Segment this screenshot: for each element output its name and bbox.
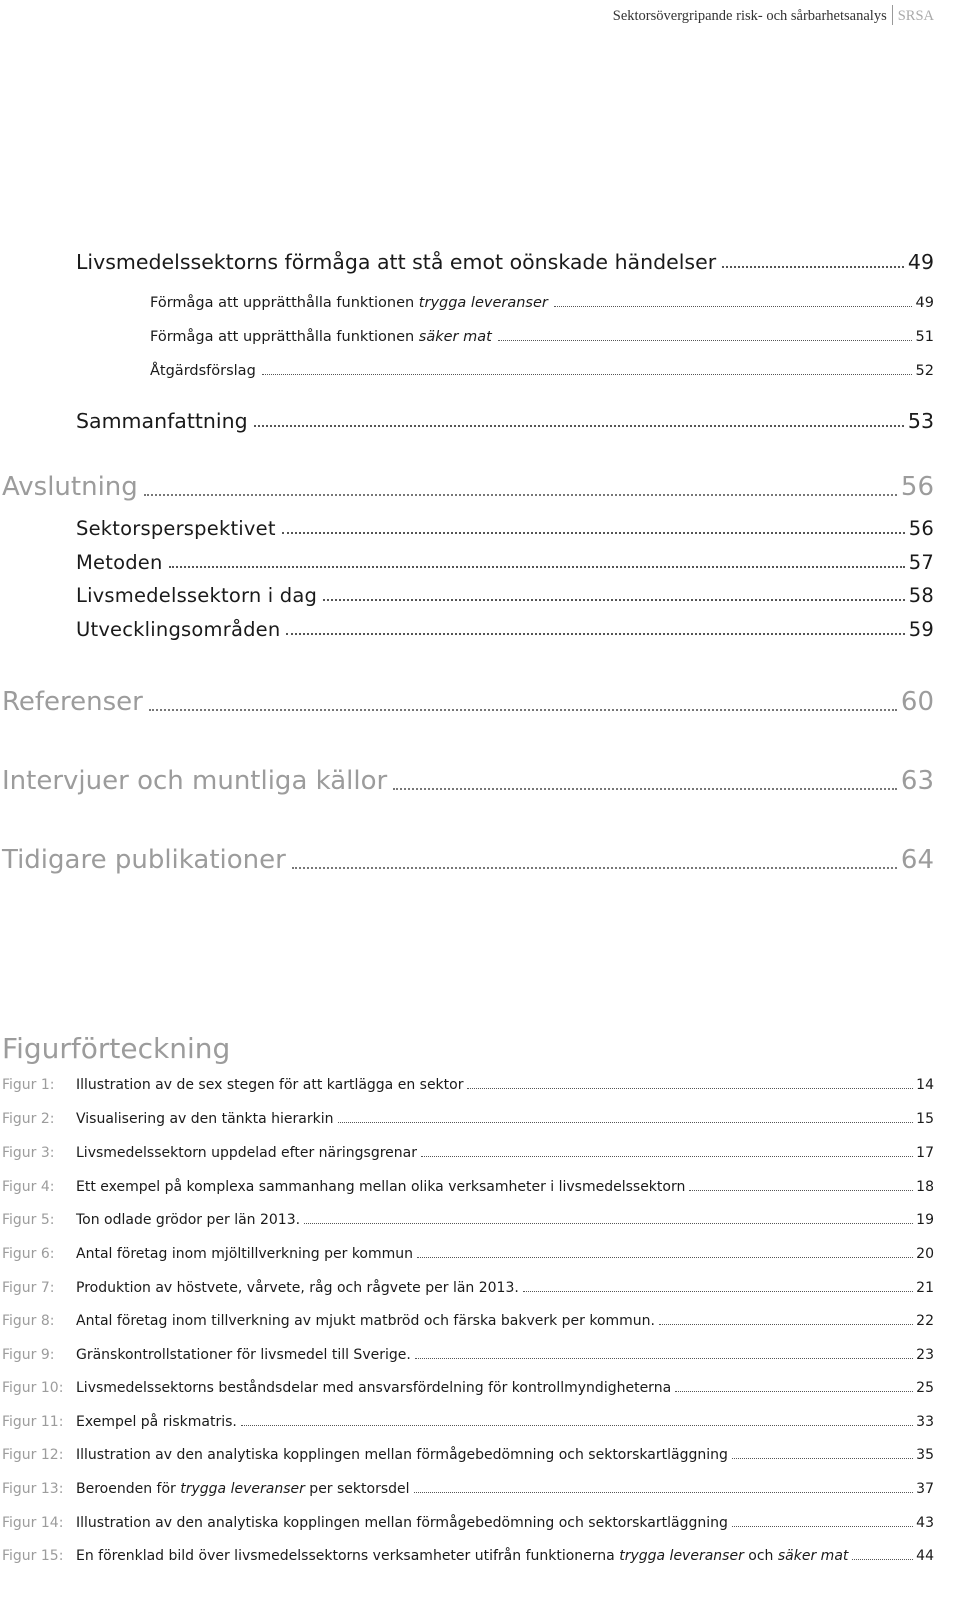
figure-entry[interactable] [2,1077,934,1093]
dot-leader [554,306,912,307]
toc-chapter-page: 64 [900,845,934,875]
figure-title: Illustration av den analytiska kopplingen mellan förmågebedömning och sektorskartläggning [76,1447,728,1463]
toc-entry-title: Metoden [76,551,163,574]
figure-title: En förenklad bild över livsmedelssektorns verksamheter utifrån funktionerna trygga leveranser och säker mat [76,1548,849,1564]
figure-page: 14 [916,1077,934,1093]
toc-entry-page: 57 [908,551,934,574]
figure-page: 37 [916,1481,934,1497]
figure-entry[interactable] [2,1280,934,1296]
toc-entry[interactable] [76,517,934,540]
toc-chapter[interactable] [2,687,934,717]
dot-leader [241,1425,913,1426]
figure-title: Ton odlade grödor per län 2013. [76,1212,301,1228]
dot-leader [254,425,904,427]
figure-number: Figur 6: [2,1246,55,1262]
figure-title: Antal företag inom tillverkning av mjukt matbröd och färska bakverk per kommun. [76,1313,656,1329]
figure-number: Figur 7: [2,1280,55,1296]
dot-leader [659,1324,913,1325]
toc-entry[interactable] [76,618,934,641]
dot-leader [421,1156,913,1157]
dot-leader [852,1559,913,1560]
toc-chapter-title: Tidigare publikationer [2,845,286,875]
dot-leader [732,1526,913,1527]
figure-title: Produktion av höstvete, vårvete, råg och rågvete per län 2013. [76,1280,519,1296]
dot-leader [675,1391,913,1392]
figure-number: Figur 14: [2,1515,64,1531]
header-abbr: SRSA [897,8,934,24]
toc-entry-title: Utvecklingsområden [76,618,281,641]
dot-leader [393,788,897,790]
figure-title: Exempel på riskmatris. [76,1414,237,1430]
figure-entry[interactable] [2,1481,934,1497]
figure-number: Figur 3: [2,1145,55,1161]
figure-entry[interactable] [2,1145,934,1161]
dot-leader [292,867,897,869]
dot-leader [689,1190,913,1191]
figures-heading: Figurförteckning [2,1032,231,1065]
figure-number: Figur 12: [2,1447,64,1463]
toc-chapter[interactable] [2,472,934,502]
figure-entry[interactable] [2,1179,934,1195]
toc-entry-page: 59 [908,618,934,641]
figure-number: Figur 9: [2,1347,55,1363]
dot-leader [417,1257,913,1258]
toc-entry-page: 52 [915,363,934,379]
figure-title: Illustration av de sex stegen för att kartlägga en sektor [76,1077,464,1093]
figure-entry[interactable] [2,1380,934,1396]
dot-leader [722,266,904,268]
toc-entry-page: 49 [915,295,934,311]
figure-title: Livsmedelssektorns beståndsdelar med ansvarsfördelning för kontrollmyndigheterna [76,1380,672,1396]
figure-page: 35 [916,1447,934,1463]
figure-page: 43 [916,1515,934,1531]
figure-title: Ett exempel på komplexa sammanhang mellan olika verksamheter i livsmedelssektorn [76,1179,686,1195]
figure-title: Livsmedelssektorn uppdelad efter näringsgrenar [76,1145,417,1161]
figure-entry[interactable] [2,1347,934,1363]
running-header [613,5,934,25]
toc-entry-title: Livsmedelssektorns förmåga att stå emot oönskade händelser [76,250,717,274]
figure-title: Visualisering av den tänkta hierarkin [76,1111,334,1127]
figure-entry[interactable] [2,1313,934,1329]
figure-title: Gränskontrollstationer för livsmedel till Sverige. [76,1347,411,1363]
toc-entry-page: 53 [907,409,934,433]
toc-entry-title: Sektorsperspektivet [76,517,276,540]
figure-page: 23 [916,1347,934,1363]
dot-leader [414,1492,914,1493]
figure-number: Figur 1: [2,1077,55,1093]
figure-number: Figur 8: [2,1313,55,1329]
figure-number: Figur 4: [2,1179,55,1195]
dot-leader [338,1122,914,1123]
figure-page: 25 [916,1380,934,1396]
dot-leader [732,1458,913,1459]
toc-chapter-title: Referenser [2,687,143,717]
dot-leader [498,340,912,341]
toc-chapter-title: Intervjuer och muntliga källor [2,766,388,796]
toc-entry[interactable] [76,409,934,433]
figure-entry[interactable] [2,1414,934,1430]
figure-title: Antal företag inom mjöltillverkning per kommun [76,1246,414,1262]
toc-chapter-page: 56 [900,472,934,502]
toc-entry[interactable] [76,584,934,607]
figure-number: Figur 5: [2,1212,55,1228]
figure-entry[interactable] [2,1246,934,1262]
figure-entry[interactable] [2,1111,934,1127]
toc-chapter-title: Avslutning [2,472,138,502]
toc-entry-page: 49 [907,250,934,274]
toc-entry-page: 56 [908,517,934,540]
figure-title: Illustration av den analytiska kopplingen mellan förmågebedömning och sektorskartläggning [76,1515,728,1531]
dot-leader [282,532,905,534]
dot-leader [415,1358,913,1359]
toc-entry[interactable] [150,363,934,379]
figure-entry[interactable] [2,1515,934,1531]
figure-title: Beroenden för trygga leveranser per sektorsdel [76,1481,410,1497]
figure-page: 19 [916,1212,934,1228]
toc-entry[interactable] [76,250,934,274]
figure-page: 22 [916,1313,934,1329]
toc-entry[interactable] [150,295,934,311]
figure-entry[interactable] [2,1548,934,1564]
figure-page: 44 [916,1548,934,1564]
toc-entry[interactable] [76,551,934,574]
dot-leader [323,599,905,601]
toc-entry-page: 51 [915,329,934,345]
dot-leader [169,566,905,568]
figure-entry[interactable] [2,1212,934,1228]
header-divider [892,5,893,25]
figure-page: 21 [916,1280,934,1296]
toc-entry[interactable] [150,329,934,345]
dot-leader [467,1088,913,1089]
dot-leader [286,633,904,635]
figure-entry[interactable] [2,1447,934,1463]
toc-chapter-page: 63 [900,766,934,796]
figure-page: 33 [916,1414,934,1430]
dot-leader [523,1291,913,1292]
dot-leader [144,494,897,496]
header-title: Sektorsövergripande risk- och sårbarhetsanalys [612,8,887,24]
figure-number: Figur 2: [2,1111,55,1127]
toc-entry-title: Åtgärdsförslag [150,363,256,379]
toc-entry-title: Förmåga att upprätthålla funktionen säker mat [150,329,492,345]
toc-entry-page: 58 [908,584,934,607]
figure-page: 20 [916,1246,934,1262]
toc-chapter[interactable] [2,845,934,875]
toc-chapter-page: 60 [900,687,934,717]
figure-number: Figur 11: [2,1414,64,1430]
figure-number: Figur 10: [2,1380,64,1396]
figure-number: Figur 13: [2,1481,64,1497]
toc-entry-title: Livsmedelssektorn i dag [76,584,318,607]
figure-page: 17 [916,1145,934,1161]
figure-page: 18 [916,1179,934,1195]
toc-entry-title: Sammanfattning [76,409,248,433]
toc-entry-title: Förmåga att upprätthålla funktionen trygga leveranser [150,295,548,311]
dot-leader [304,1223,913,1224]
dot-leader [262,374,912,375]
figure-page: 15 [916,1111,934,1127]
toc-chapter[interactable] [2,766,934,796]
figure-number: Figur 15: [2,1548,64,1564]
dot-leader [149,709,897,711]
